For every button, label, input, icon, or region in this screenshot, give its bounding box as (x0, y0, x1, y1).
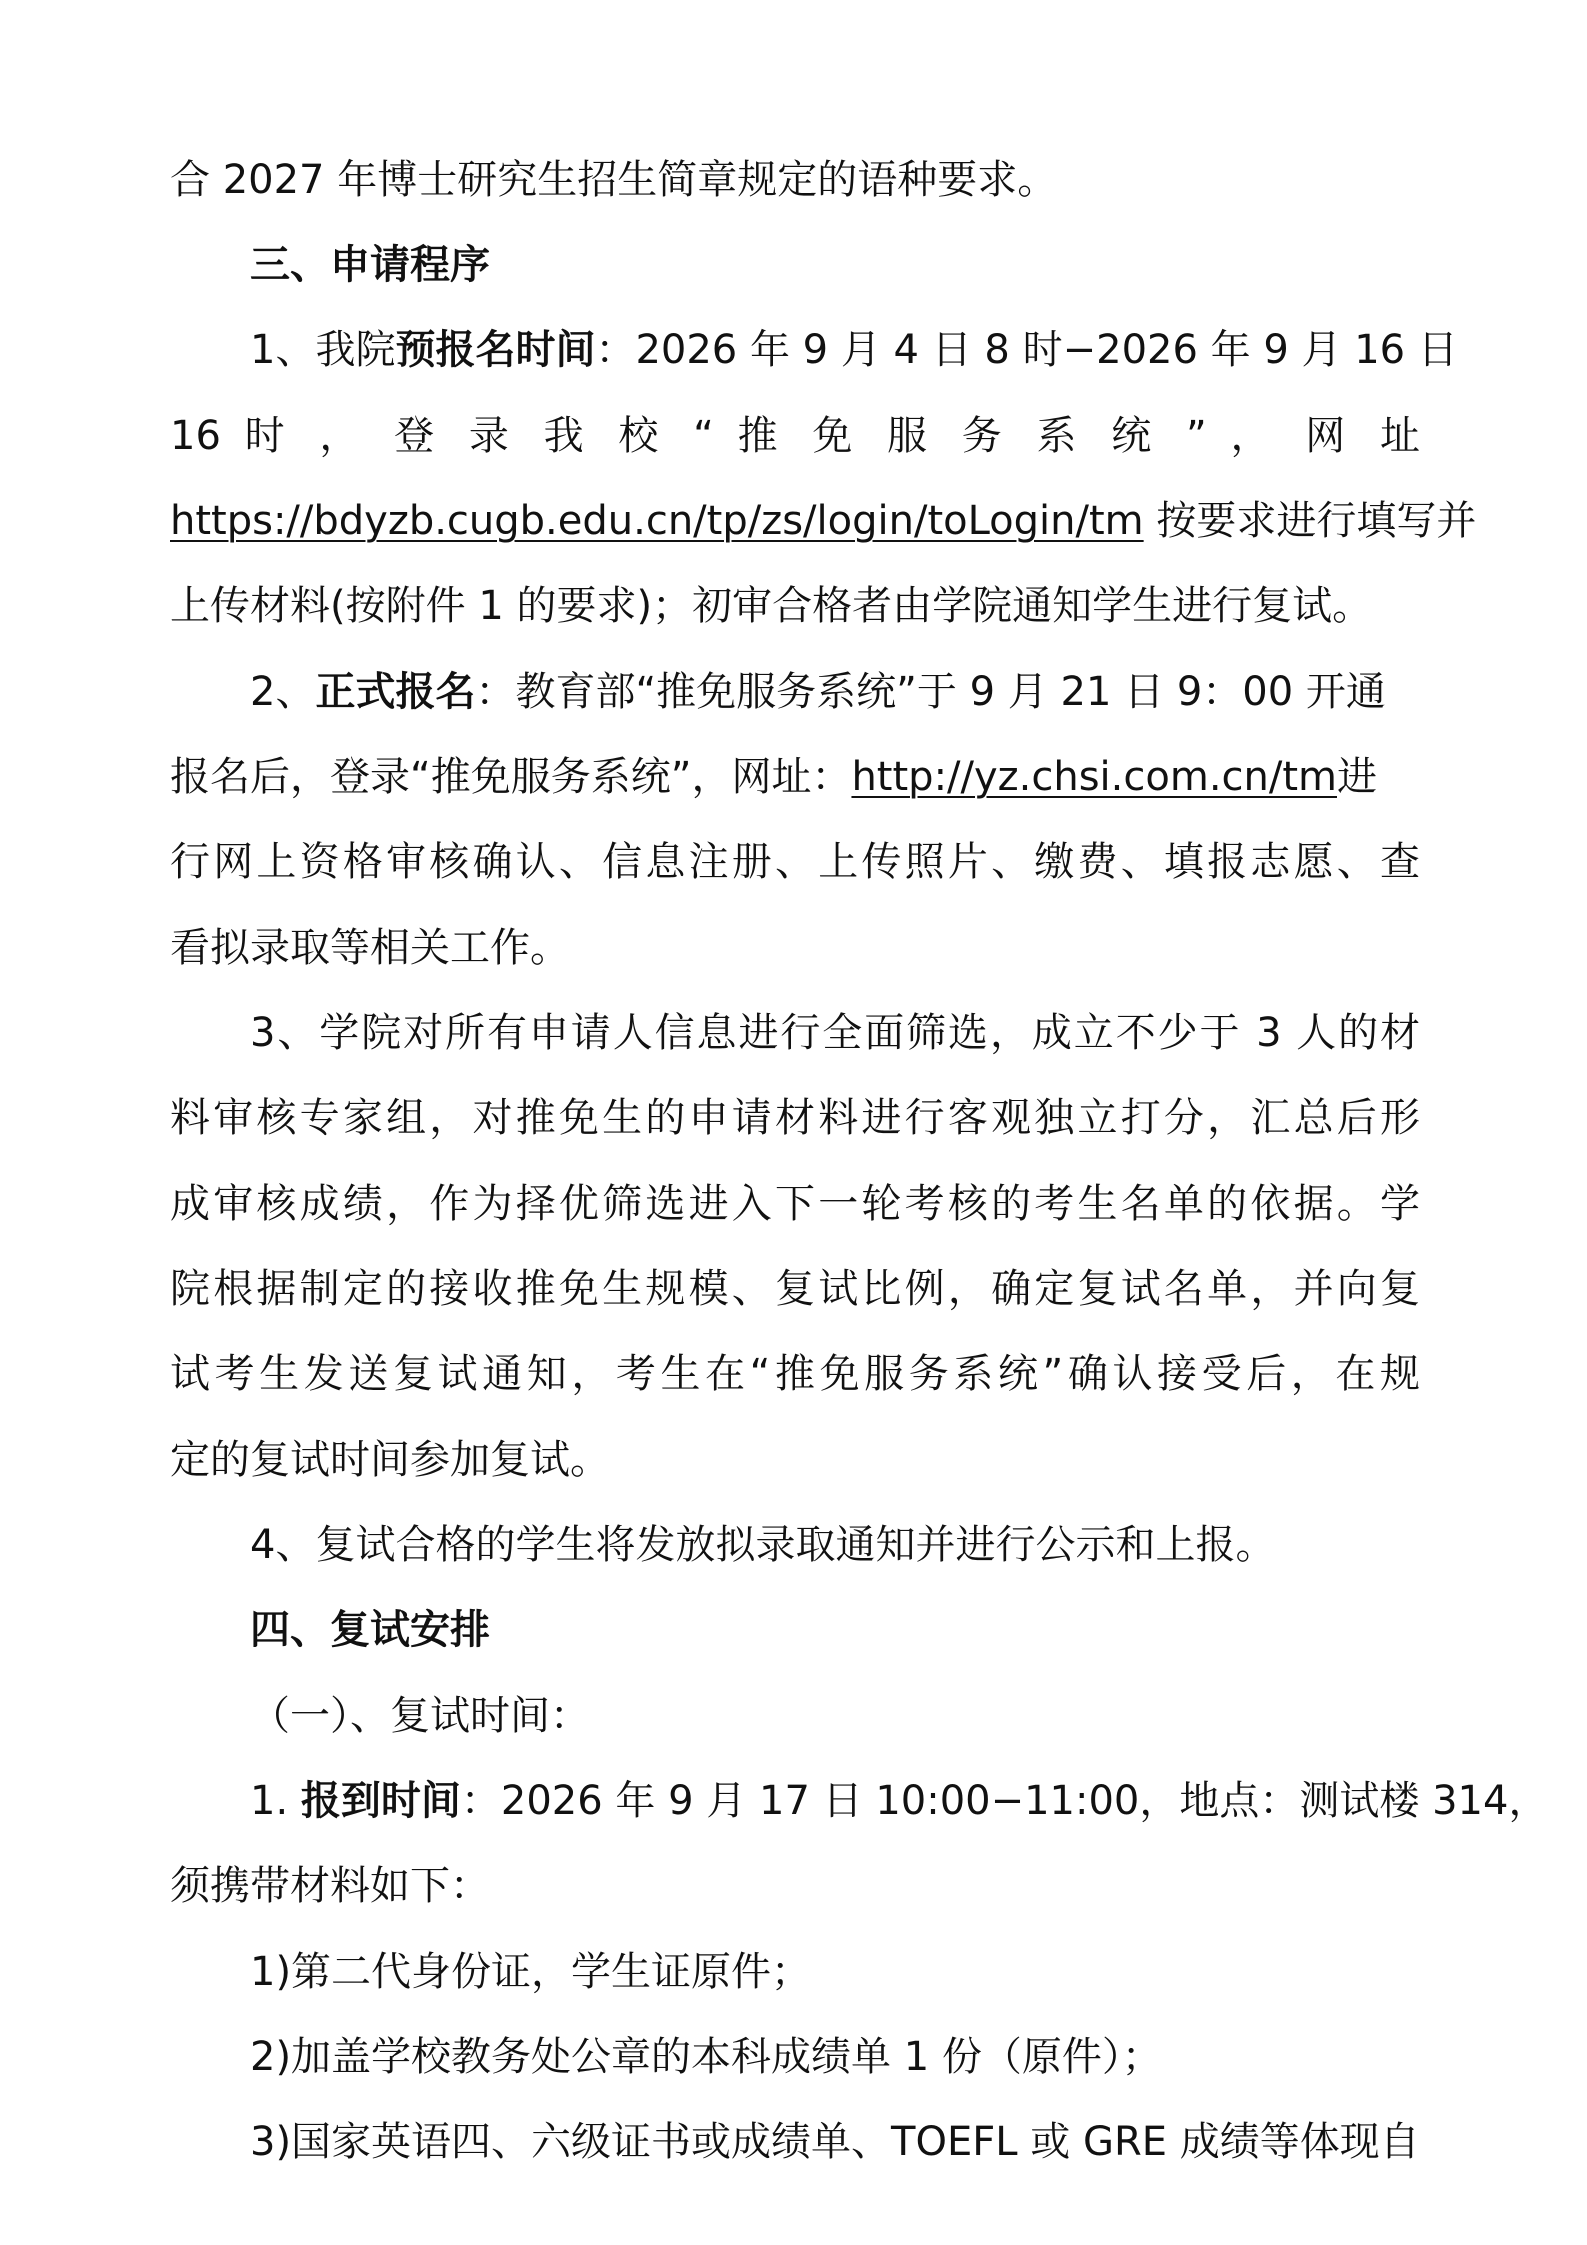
paragraph-line: 3、学院对所有申请人信息进行全面筛选，成立不少于 3 人的材 (250, 1010, 1420, 1056)
paragraph-line: 4、复试合格的学生将发放拟录取通知并进行公示和上报。 (250, 1522, 1276, 1568)
bold-label: 正式报名 (315, 669, 476, 715)
section-heading-text: 三、申请程序 (250, 242, 490, 288)
paragraph-text: ：2026 年 9 月 4 日 8 时−2026 年 9 月 16 日 (595, 327, 1458, 373)
text-line: 合 2027 年博士研究生招生简章规定的语种要求。 (170, 157, 1058, 203)
paragraph-text: 报名后，登录“推免服务系统”，网址： (170, 754, 852, 800)
paragraph-line: 看拟录取等相关工作。 (170, 925, 570, 971)
section-heading-text: 四、复试安排 (250, 1607, 490, 1653)
paragraph-line: 上传材料(按附件 1 的要求)；初审合格者由学院通知学生进行复试。 (170, 583, 1373, 629)
list-item: 3)国家英语四、六级证书或成绩单、TOEFL 或 GRE 成绩等体现自 (250, 2119, 1420, 2165)
chsi-url-link[interactable]: http://yz.chsi.com.cn/tm (851, 754, 1337, 800)
paragraph-line: 成审核成绩，作为择优筛选进入下一轮考核的考生名单的依据。学 (170, 1181, 1420, 1227)
paragraph-line (250, 322, 1458, 378)
paragraph-line (170, 749, 1377, 805)
paragraph-line: 试考生发送复试通知，考生在“推免服务系统”确认接受后，在规 (170, 1351, 1420, 1397)
paragraph-text: ：教育部“推免服务系统”于 9 月 21 日 9：00 开通 (475, 669, 1386, 715)
paragraph-line (250, 664, 1386, 720)
section-heading (250, 237, 490, 293)
item-prefix: 1. (250, 1778, 301, 1824)
list-item: 1)第二代身份证，学生证原件； (250, 1949, 812, 1995)
paragraph-text: 按要求进行填写并 (1143, 498, 1477, 544)
paragraph-text: 进 (1337, 754, 1377, 800)
paragraph-line (250, 1773, 1549, 1829)
bold-label: 报到时间 (300, 1778, 461, 1824)
paragraph-text: ：2026 年 9 月 17 日 10:00−11:00，地点：测试楼 314， (460, 1778, 1549, 1824)
paragraph-line (170, 493, 1476, 549)
bold-label: 预报名时间 (395, 327, 596, 373)
paragraph-line: 16 时 ， 登 录 我 校 “ 推 免 服 务 系 统 ” ， 网 址 (170, 413, 1420, 459)
paragraph-line: 行网上资格审核确认、信息注册、上传照片、缴费、填报志愿、查 (170, 839, 1420, 885)
paragraph-line: 料审核专家组，对推免生的申请材料进行客观独立打分，汇总后形 (170, 1095, 1420, 1141)
list-item: 2)加盖学校教务处公章的本科成绩单 1 份（原件）； (250, 2034, 1162, 2080)
section-heading (250, 1602, 490, 1658)
item-prefix: 1、我院 (250, 327, 396, 373)
subsection-heading: （一）、复试时间： (250, 1693, 590, 1739)
paragraph-line: 院根据制定的接收推免生规模、复试比例，确定复试名单，并向复 (170, 1266, 1420, 1312)
prereg-url-link[interactable]: https://bdyzb.cugb.edu.cn/tp/zs/login/toLogin/tm (170, 498, 1144, 544)
paragraph-line: 定的复试时间参加复试。 (170, 1437, 610, 1483)
item-prefix: 2、 (250, 669, 316, 715)
paragraph-line: 须携带材料如下： (170, 1863, 490, 1909)
